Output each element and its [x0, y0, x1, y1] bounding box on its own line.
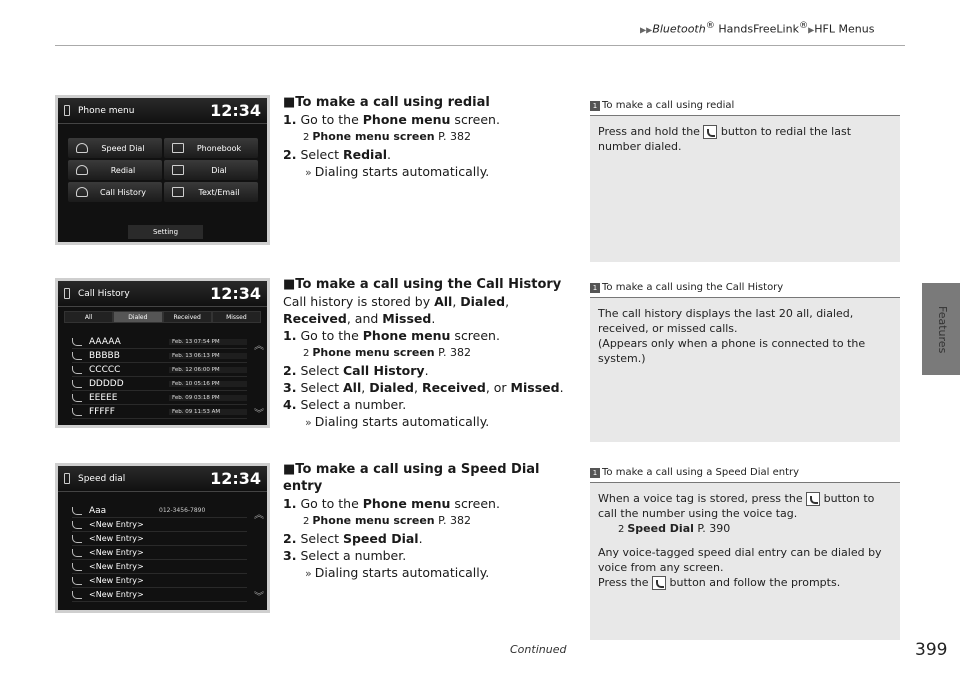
scroll-down-icon[interactable]: ︾ — [254, 592, 264, 603]
redial-icon — [76, 165, 88, 175]
call-icon — [72, 394, 82, 402]
section-heading: ■To make a call using a Speed Dial entry — [283, 462, 540, 494]
call-icon — [72, 507, 82, 515]
call-icon — [72, 591, 82, 599]
speed-dial-icon — [76, 143, 88, 153]
scroll-down-icon[interactable]: ︾ — [254, 409, 264, 420]
note-speed-dial — [590, 462, 900, 640]
call-history-section — [283, 276, 583, 431]
header-rule — [55, 45, 905, 46]
breadcrumb: ▶▶Bluetooth® HandsFreeLink®▶HFL Menus — [640, 20, 875, 36]
talk-button-icon — [703, 125, 717, 139]
call-history-screenshot — [55, 278, 270, 428]
step-4: 4. Select a number. — [283, 397, 407, 412]
note-body: Press and hold the button to redial the last number dialed. — [598, 125, 852, 153]
dial-button[interactable]: Dial — [164, 160, 258, 180]
list-item[interactable]: <New Entry> — [72, 532, 247, 546]
call-icon — [72, 563, 82, 571]
talk-button-icon — [806, 492, 820, 506]
section-heading: ■To make a call using redial — [283, 95, 490, 110]
step-2: 2. Select Call History. — [283, 363, 429, 378]
list-item[interactable]: CCCCC Feb. 12 06:00 PM — [72, 363, 247, 377]
call-icon — [72, 535, 82, 543]
list-item[interactable]: DDDDD Feb. 10 05:16 PM — [72, 377, 247, 391]
note-body: The call history displays the last 20 all, dialed, received, or missed calls. (Appears only when a phone is connected to the system.) — [598, 307, 866, 365]
note-body: When a voice tag is stored, press the button to call the number using the voice tag. 2 Speed Dial P. 390 Any voice-tagged speed dial entry can be dialed by voice from any screen. Press the button and follow the prompts. — [590, 483, 900, 598]
page-number: 399 — [915, 640, 948, 660]
clock: 12:34 — [210, 284, 261, 303]
cross-reference[interactable]: 2 Speed Dial P. 390 — [618, 522, 731, 535]
phone-menu-screenshot — [55, 95, 270, 245]
call-icon — [72, 549, 82, 557]
keypad-icon — [172, 165, 184, 175]
scroll-up-icon[interactable]: ︽ — [254, 341, 264, 352]
phone-icon — [64, 473, 70, 484]
clock: 12:34 — [210, 469, 261, 488]
step-result: » Dialing starts automatically. — [305, 565, 490, 580]
note-call-history — [590, 277, 900, 442]
section-intro: Call history is stored by All, Dialed, Received, and Missed. — [283, 294, 510, 326]
phonebook-icon — [172, 143, 184, 153]
call-icon — [72, 366, 82, 374]
call-icon — [72, 408, 82, 416]
clock: 12:34 — [210, 101, 261, 120]
note-heading: 1 To make a call using the Call History — [590, 277, 900, 298]
list-item[interactable]: <New Entry> — [72, 518, 247, 532]
cross-reference[interactable]: 2 Phone menu screen P. 382 — [303, 346, 472, 359]
note-heading: 1 To make a call using a Speed Dial entry — [590, 462, 900, 483]
list-item[interactable]: <New Entry> — [72, 546, 247, 560]
speed-dial-screenshot — [55, 463, 270, 613]
tab-received[interactable]: Received — [163, 311, 212, 323]
screen-topbar — [58, 98, 267, 124]
step-2: 2. Select Speed Dial. — [283, 531, 423, 546]
step-1: 1. Go to the Phone menu screen. — [283, 496, 500, 511]
step-1: 1. Go to the Phone menu screen. — [283, 112, 500, 127]
list-item[interactable]: Aaa 012-3456-7890 — [72, 504, 247, 518]
list-item[interactable]: FFFFF Feb. 09 11:53 AM — [72, 405, 247, 419]
text-email-button[interactable]: Text/Email — [164, 182, 258, 202]
step-result: » Dialing starts automatically. — [305, 414, 490, 429]
step-2: 2. Select Redial. — [283, 147, 392, 162]
step-1: 1. Go to the Phone menu screen. — [283, 328, 500, 343]
screen-title: Speed dial — [78, 473, 126, 484]
speed-dial-list — [72, 504, 247, 602]
call-icon — [72, 577, 82, 585]
note-redial — [590, 95, 900, 262]
section-heading: ■To make a call using the Call History — [283, 277, 562, 292]
cross-reference[interactable]: 2 Phone menu screen P. 382 — [303, 514, 472, 527]
call-icon — [72, 380, 82, 388]
call-icon — [72, 521, 82, 529]
list-item[interactable]: <New Entry> — [72, 574, 247, 588]
tab-all[interactable]: All — [64, 311, 113, 323]
call-history-list — [72, 335, 247, 419]
note-heading: 1 To make a call using redial — [590, 95, 900, 116]
speed-dial-button[interactable]: Speed Dial — [68, 138, 162, 158]
continued-label: Continued — [510, 643, 567, 656]
list-item[interactable]: <New Entry> — [72, 560, 247, 574]
list-item[interactable]: EEEEE Feb. 09 03:18 PM — [72, 391, 247, 405]
tab-missed[interactable]: Missed — [212, 311, 261, 323]
screen-topbar — [58, 466, 267, 492]
phone-icon — [64, 105, 70, 116]
call-history-icon — [76, 187, 88, 197]
screen-topbar — [58, 281, 267, 307]
call-history-button[interactable]: Call History — [68, 182, 162, 202]
step-result: » Dialing starts automatically. — [305, 164, 490, 179]
scroll-up-icon[interactable]: ︽ — [254, 510, 264, 521]
redial-button[interactable]: Redial — [68, 160, 162, 180]
list-item[interactable]: BBBBB Feb. 13 06:13 PM — [72, 349, 247, 363]
redial-section — [283, 94, 583, 181]
setting-button[interactable]: Setting — [128, 225, 203, 239]
speed-dial-section — [283, 461, 583, 582]
call-icon — [72, 352, 82, 360]
screen-title: Phone menu — [78, 105, 135, 116]
talk-button-icon — [652, 576, 666, 590]
step-3: 3. Select a number. — [283, 548, 407, 563]
screen-title: Call History — [78, 288, 130, 299]
call-icon — [72, 338, 82, 346]
list-item[interactable]: AAAAA Feb. 13 07:54 PM — [72, 335, 247, 349]
phonebook-button[interactable]: Phonebook — [164, 138, 258, 158]
call-history-tabs — [64, 311, 261, 323]
list-item[interactable]: <New Entry> — [72, 588, 247, 602]
phone-icon — [64, 288, 70, 299]
tab-dialed[interactable]: Dialed — [113, 311, 162, 323]
envelope-icon — [172, 187, 184, 197]
cross-reference[interactable]: 2 Phone menu screen P. 382 — [303, 130, 472, 143]
chapter-label: Features — [936, 306, 949, 354]
step-3: 3. Select All, Dialed, Received, or Missed. — [283, 380, 564, 395]
phone-menu-grid — [68, 138, 258, 202]
